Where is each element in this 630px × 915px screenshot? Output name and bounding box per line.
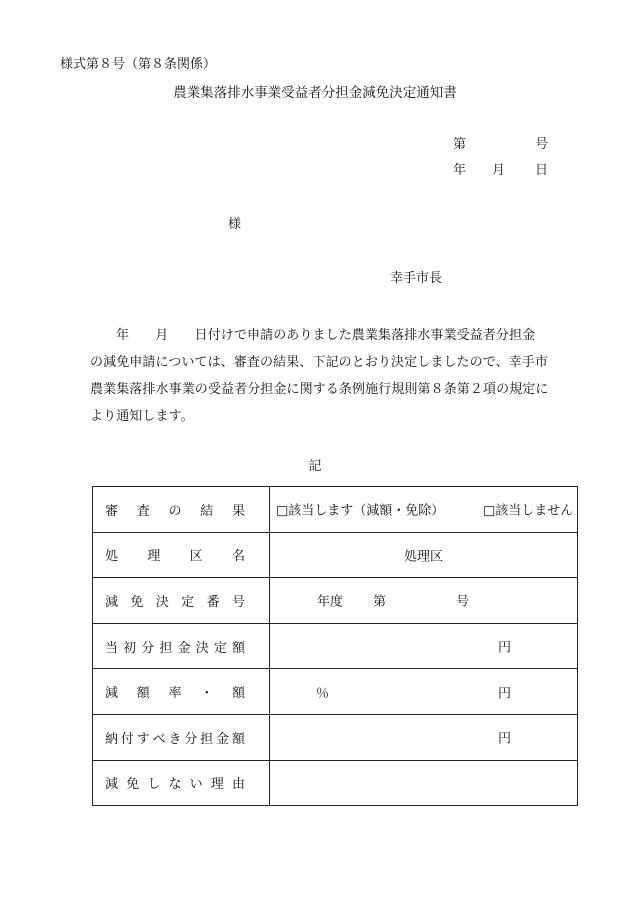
payable-amount-label bbox=[93, 714, 270, 760]
label-char: し bbox=[147, 777, 161, 793]
label-char: 減 bbox=[105, 594, 119, 610]
treatment-district-value-0: 処理区 bbox=[403, 549, 444, 565]
label-char: 定 bbox=[213, 640, 227, 656]
label-char: 担 bbox=[200, 731, 214, 747]
review-result-label-text bbox=[105, 500, 245, 519]
label-char: ・ bbox=[200, 686, 214, 702]
date-day: 日 bbox=[535, 163, 549, 178]
label-char: 初 bbox=[123, 640, 137, 656]
treatment-district-value[interactable] bbox=[270, 532, 578, 578]
payable-amount-label-text bbox=[105, 728, 245, 747]
label-char: 由 bbox=[231, 777, 245, 793]
label-char: 定 bbox=[181, 594, 195, 610]
reduction-number-label-text bbox=[105, 591, 245, 610]
reduction-rate-amount-value[interactable] bbox=[270, 669, 578, 715]
body-line-2: の減免申請については、審査の結果、下記のとおり決定しましたので、幸手市 bbox=[90, 355, 548, 370]
reduction-rate-amount-value-1: 円 bbox=[498, 686, 512, 702]
label-char: 額 bbox=[231, 640, 245, 656]
label-char: な bbox=[168, 777, 182, 793]
label-char: 率 bbox=[168, 686, 182, 702]
reduction-number-value-2: 号 bbox=[456, 594, 470, 610]
label-char: 果 bbox=[231, 503, 245, 519]
row-initial-amount bbox=[93, 623, 578, 669]
label-char: 額 bbox=[136, 686, 150, 702]
label-char: 結 bbox=[200, 503, 214, 519]
reduction-number-value-1: 第 bbox=[373, 594, 387, 610]
decision-table bbox=[92, 486, 578, 806]
body-line-1: 年 月 日付けで申請のありました農業集落排水事業受益者分担金 bbox=[116, 328, 536, 343]
addressee-sama: 様 bbox=[228, 217, 242, 232]
body-line-3: 農業集落排水事業の受益者分担金に関する条例施行規則第８条第２項の規定に bbox=[90, 382, 549, 397]
initial-amount-label-text bbox=[105, 637, 245, 656]
label-char: き bbox=[168, 731, 182, 747]
label-char: 番 bbox=[206, 594, 220, 610]
initial-amount-label bbox=[93, 623, 270, 669]
label-char: 当 bbox=[105, 640, 119, 656]
label-char: 免 bbox=[130, 594, 144, 610]
reduction-number-value[interactable] bbox=[270, 578, 578, 624]
label-char: 付 bbox=[120, 731, 134, 747]
label-char: 審 bbox=[105, 503, 119, 519]
reduction-number-label bbox=[93, 578, 270, 624]
reduction-rate-amount-value-0: ％ bbox=[316, 686, 330, 702]
label-char: 名 bbox=[231, 549, 245, 565]
label-char: 決 bbox=[155, 594, 169, 610]
date-month: 月 bbox=[492, 163, 506, 178]
number-dai: 第 bbox=[453, 137, 467, 152]
label-char: 担 bbox=[159, 640, 173, 656]
label-char: 減 bbox=[105, 777, 119, 793]
row-reduction-number bbox=[93, 578, 578, 624]
label-char: 分 bbox=[141, 640, 155, 656]
label-char: 査 bbox=[136, 503, 150, 519]
label-char: 理 bbox=[147, 549, 161, 565]
treatment-district-label-text bbox=[105, 545, 245, 564]
payable-amount-value-0: 円 bbox=[498, 731, 512, 747]
sender-mayor: 幸手市長 bbox=[390, 271, 443, 286]
initial-amount-value[interactable] bbox=[270, 623, 578, 669]
label-char: 額 bbox=[231, 686, 245, 702]
treatment-district-label bbox=[93, 532, 270, 578]
number-go: 号 bbox=[535, 137, 549, 152]
label-char: 額 bbox=[231, 731, 245, 747]
label-char: べ bbox=[152, 731, 166, 747]
review-result-value-0: □該当します（減額・免除） bbox=[276, 503, 445, 519]
label-char: 減 bbox=[105, 686, 119, 702]
document-title: 農業集落排水事業受益者分担金減免決定通知書 bbox=[173, 85, 457, 101]
label-char: 金 bbox=[216, 731, 230, 747]
form-label: 様式第８号（第８条関係） bbox=[60, 57, 217, 72]
label-char: 理 bbox=[210, 777, 224, 793]
label-char: 金 bbox=[177, 640, 191, 656]
row-reduction-rate-amount bbox=[93, 669, 578, 715]
notice-body bbox=[90, 322, 590, 430]
non-reduction-reason-label bbox=[93, 760, 270, 806]
payable-amount-value[interactable] bbox=[270, 714, 578, 760]
review-result-value-1: □該当しません bbox=[483, 503, 574, 519]
label-char: 決 bbox=[195, 640, 209, 656]
body-line-4: より通知します。 bbox=[90, 409, 194, 424]
non-reduction-reason-value[interactable] bbox=[270, 760, 578, 806]
row-review-result bbox=[93, 487, 578, 533]
label-char: 免 bbox=[126, 777, 140, 793]
row-payable-amount bbox=[93, 714, 578, 760]
reduction-number-value-0: 年度 bbox=[317, 594, 344, 610]
initial-amount-value-0: 円 bbox=[498, 640, 512, 656]
reduction-rate-amount-label-text bbox=[105, 682, 245, 701]
row-treatment-district bbox=[93, 532, 578, 578]
label-char: 処 bbox=[105, 549, 119, 565]
label-char: の bbox=[168, 503, 182, 519]
review-result-label bbox=[93, 487, 270, 533]
label-char: す bbox=[136, 731, 150, 747]
review-result-value[interactable] bbox=[270, 487, 578, 533]
ki-heading: 記 bbox=[308, 459, 322, 474]
label-char: 号 bbox=[231, 594, 245, 610]
label-char: 分 bbox=[184, 731, 198, 747]
date-year: 年 bbox=[453, 163, 467, 178]
non-reduction-reason-label-text bbox=[105, 773, 245, 792]
label-char: い bbox=[189, 777, 203, 793]
label-char: 納 bbox=[105, 731, 119, 747]
label-char: 区 bbox=[189, 549, 203, 565]
reduction-rate-amount-label bbox=[93, 669, 270, 715]
row-non-reduction-reason bbox=[93, 760, 578, 806]
